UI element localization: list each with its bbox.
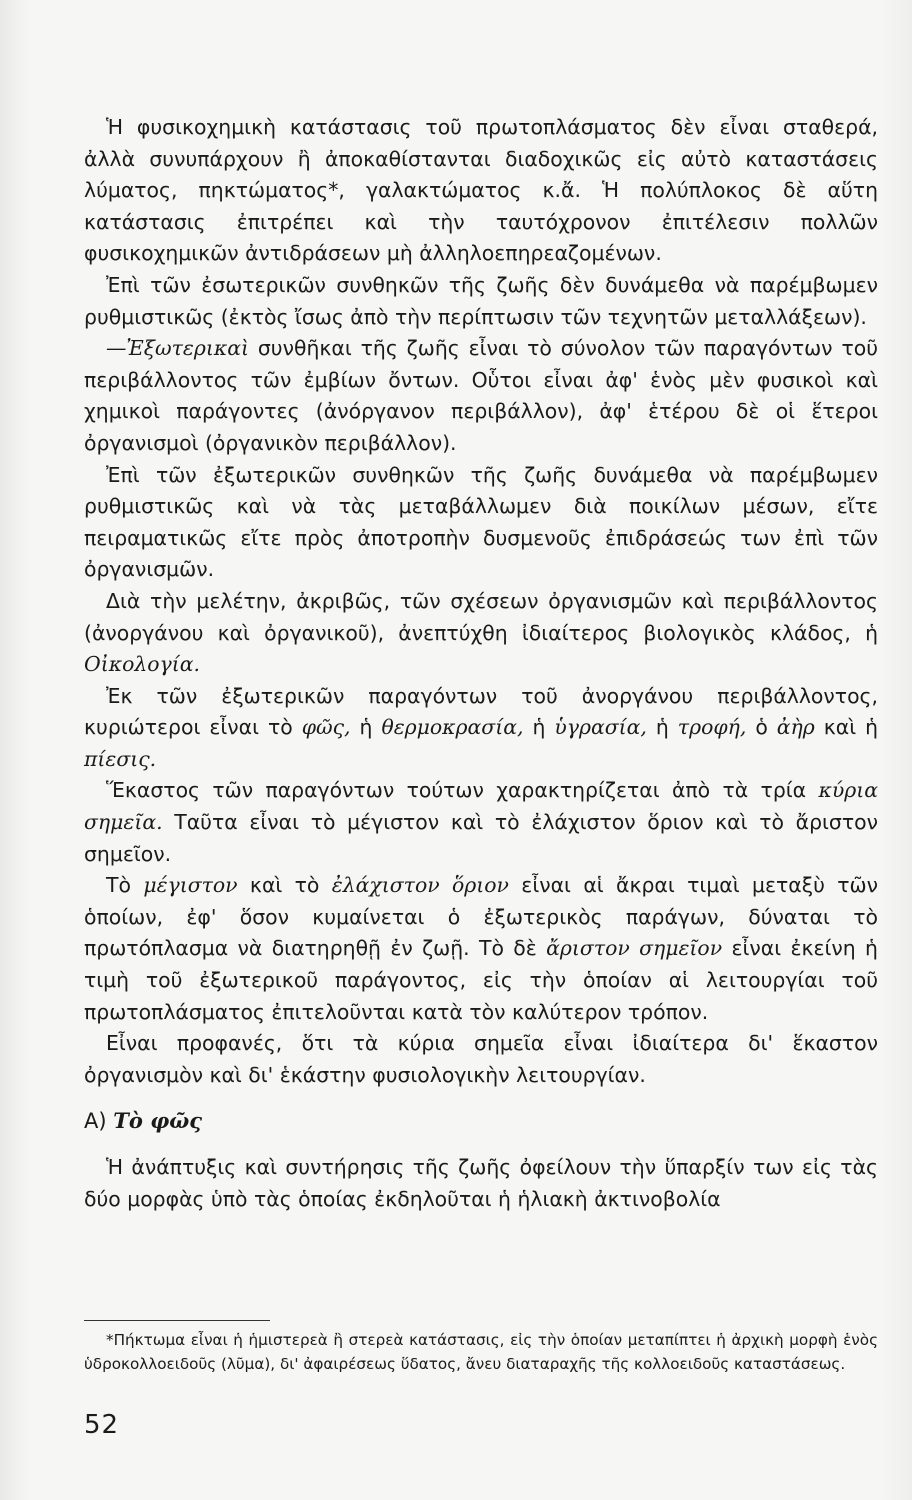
paragraph-4: Ἐπὶ τῶν ἐξωτερικῶν συνθηκῶν τῆς ζωῆς δυνάμεθα νὰ παρέμβωμεν ρυθμιστικῶς καὶ νὰ τὰς μεταβάλλωμεν διὰ ποικίλων μέσων, εἴτε πειραματικῶς εἴτε πρὸς ἀποτροπὴν δυσμενοῦς ἐπιδράσεώς των ἐπὶ τῶν ὀργανισμῶν. <box>84 462 878 582</box>
term-minimum-limit: ἐλάχιστον ὅριον <box>331 873 509 898</box>
paragraph-10: Ἡ ἀνάπτυξις καὶ συντήρησις τῆς ζωῆς ὀφείλουν τὴν ὕπαρξίν των εἰς τὰς δύο μορφὰς ὑπὸ τὰς ὁποίας ἐκδηλοῦται ἡ ἡλιακὴ ἀκτινοβολία <box>84 1155 878 1211</box>
footnote-text: *Πήκτωμα εἶναι ἡ ἡμιστερεὰ ἢ στερεὰ κατάστασις, εἰς τὴν ὁποίαν μεταπίπτει ἡ ἀρχικὴ μορφὴ ἑνὸς ὑδροκολλοειδοῦς (λῦμα), δι' ἀφαιρέσεως ὕδατος, ἄνευ διαταραχῆς τῆς κολλοειδοῦς καταστάσεως. <box>84 1331 878 1373</box>
section-gap <box>84 1091 878 1105</box>
page-number: 52 <box>84 1410 120 1440</box>
paragraph-6: Ἐκ τῶν ἐξωτερικῶν παραγόντων τοῦ ἀνοργάνου περιβάλλοντος, κυριώτεροι εἶναι τὸ φῶς, ἡ θερμοκρασία, ἡ ὑγρασία, ἡ τροφή, ὁ ἀὴρ καὶ ἡ πίεσις. <box>84 683 879 771</box>
term-air: ἀὴρ <box>776 715 815 740</box>
term-temperature: θερμοκρασία, <box>381 715 524 740</box>
term-food: τροφή, <box>677 715 747 740</box>
section-heading <box>84 1105 878 1138</box>
footnote <box>84 1328 878 1376</box>
section-label: A) <box>84 1109 107 1134</box>
term-main-points: κύρια σημεῖα. <box>84 778 878 835</box>
paragraph-5: Διὰ τὴν μελέτην, ἀκριβῶς, τῶν σχέσεων ὀργανισμῶν καὶ περιβάλλοντος (ἀνοργάνου καὶ ὀργανικοῦ), ἀνεπτύχθη ἰδιαίτερος βιολογικὸς κλάδος, ἡ Οἰκολογία. <box>84 588 878 677</box>
section-gap <box>84 1138 878 1152</box>
term-maximum: μέγιστον <box>143 873 238 898</box>
paragraph-8: Τὸ μέγιστον καὶ τὸ ἐλάχιστον ὅριον εἶναι αἱ ἄκραι τιμαὶ μεταξὺ τῶν ὁποίων, ἐφ' ὅσον κυμαίνεται ὁ ἐξωτερικὸς παράγων, δύναται τὸ πρωτόπλασμα νὰ διατηρηθῇ ἐν ζωῇ. Τὸ δὲ ἄριστον σημεῖον εἶναι ἐκείνη ἡ τιμὴ τοῦ ἐξωτερικοῦ παράγοντος, εἰς τὴν ὁποίαν αἱ λειτουργίαι τοῦ πρωτοπλάσματος ἐπιτελοῦνται κατὰ τὸν καλύτερον τρόπον. <box>84 873 878 1024</box>
paragraph-1: Ἡ φυσικοχημικὴ κατάστασις τοῦ πρωτοπλάσματος δὲν εἶναι σταθερά, ἀλλὰ συνυπάρχουν ἢ ἀποκαθίστανται διαδοχικῶς εἰς αὐτὸ καταστάσεις λύματος, πηκτώματος*, γαλακτώματος κ.ἄ. Ἡ πολύπλοκος δὲ αὕτη κατάστασις ἐπιτρέπει καὶ τὴν ταυτόχρονον ἐπιτέλεσιν πολλῶν φυσικοχημικῶν ἀντιδράσεων μὴ ἀλληλοεπηρεαζομένων. <box>84 115 878 266</box>
section-title: Τὸ φῶς <box>113 1108 202 1134</box>
paragraph-3: —Ἐξωτερικαὶ συνθῆκαι τῆς ζωῆς εἶναι τὸ σύνολον τῶν παραγόντων τοῦ περιβάλλοντος τῶν ἐμβίων ὄντων. Οὗτοι εἶναι ἀφ' ἑνὸς μὲν φυσικοὶ καὶ χημικοὶ παράγοντες (ἀνόργανον περιβάλλον), ἀφ' ἑτέρου δὲ οἱ ἕτεροι ὀργανισμοὶ (ὀργανικὸν περιβάλλον). <box>84 336 878 455</box>
paragraph-9: Εἶναι προφανές, ὅτι τὰ κύρια σημεῖα εἶναι ἰδιαίτερα δι' ἕκαστον ὀργανισμὸν καὶ δι' ἑκάστην φυσιολογικὴν λειτουργίαν. <box>84 1031 878 1087</box>
term-optimum-point: ἄριστον σημεῖον <box>546 936 723 961</box>
term-pressure: πίεσις. <box>84 746 157 771</box>
paragraph-7: Ἕκαστος τῶν παραγόντων τούτων χαρακτηρίζεται ἀπὸ τὰ τρία κύρια σημεῖα. Ταῦτα εἶναι τὸ μέγιστον καὶ τὸ ἐλάχιστον ὅριον καὶ τὸ ἄριστον σημεῖον. <box>84 778 878 866</box>
external-conditions-term: —Ἐξωτερικαὶ <box>106 336 249 361</box>
paragraph-2: Ἐπὶ τῶν ἐσωτερικῶν συνθηκῶν τῆς ζωῆς δὲν δυνάμεθα νὰ παρέμβωμεν ρυθμιστικῶς (ἐκτὸς ἴσως ἀπὸ τὴν περίπτωσιν τῶν τεχνητῶν μεταλλάξεων). <box>84 272 878 329</box>
body-text <box>84 112 878 1215</box>
footnote-rule <box>84 1320 270 1321</box>
ecology-term: Οἰκολογία. <box>84 652 200 677</box>
term-humidity: ὑγρασία, <box>554 715 647 740</box>
term-light: φῶς, <box>301 715 351 740</box>
